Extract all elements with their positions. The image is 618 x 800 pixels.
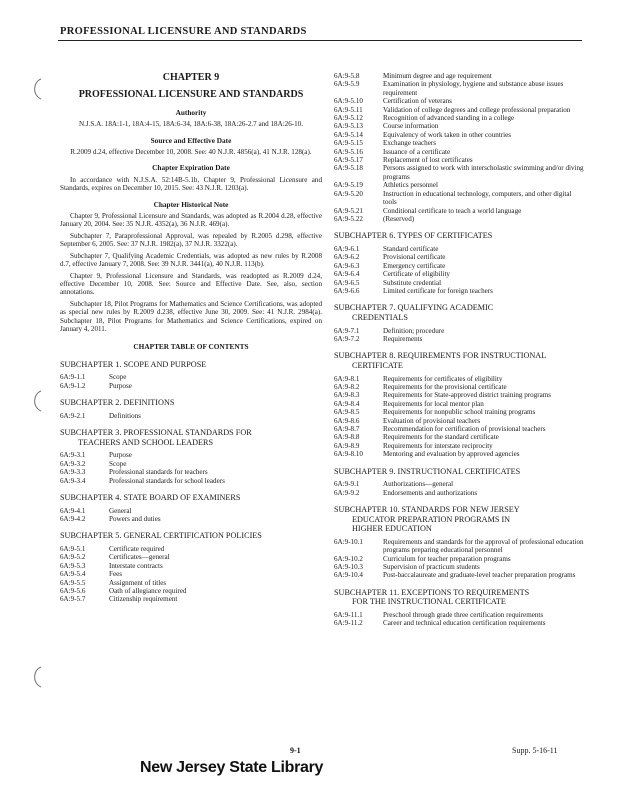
section-number: 6A:9-3.4 [60,476,86,485]
section-title: Provisional certificate [383,253,446,262]
toc-section-row [334,270,584,278]
subchapter-heading [334,351,584,370]
toc-section-row [334,335,584,343]
toc-section-row [334,611,584,619]
page-number: 9-1 [290,746,301,755]
section-number: 6A:9-8.8 [334,433,360,442]
toc-section-row [334,538,584,555]
section-number: 6A:9-5.4 [60,570,86,579]
history-paragraph: Subchapter 18, Pilot Programs for Mathematics and Science Certifications, was adopted as special new rules by R.2009 d.238, effective June 30, 2009. See: 41 N.J.R. 2984(a). Subchapter 18, Pilot Programs for Mathematics and Science Certifications, expired on January 4, 2011. [60,299,322,333]
toc-section-row [60,507,322,515]
section-title: Minimum degree and age requirement [383,72,492,80]
toc-section-row [334,131,584,139]
section-number: 6A:9-5.15 [334,139,363,148]
subchapter-heading-line: HIGHER EDUCATION [352,524,432,534]
section-number: 6A:9-8.5 [334,408,360,417]
section-title: Career and technical education certification requirements [383,619,546,628]
section-title: Scope [109,373,127,382]
section-number: 6A:9-5.16 [334,147,363,156]
toc-section-row [334,375,584,383]
section-title: Fees [109,570,123,579]
section-number: 6A:9-11.2 [334,619,363,628]
section-number: 6A:9-5.7 [60,595,86,604]
section-number: 6A:9-5.14 [334,130,363,139]
toc-section-row [60,595,322,603]
section-number: 6A:9-4.1 [60,506,86,515]
section-title: Replacement of lost certificates [383,156,473,165]
section-title: Purpose [109,451,132,460]
supplement-date: Supp. 5-16-11 [512,746,558,755]
toc-section-row [334,207,584,215]
source-text: R.2009 d.24, effective December 10, 2008. See: 40 N.J.R. 4856(a), 41 N.J.R. 128(a). [70,148,312,157]
section-title: Recognition of advanced standing in a college [383,114,515,123]
section-title: Supervision of practicum students [383,563,480,571]
section-number: 6A:9-5.22 [334,214,363,223]
toc-section-row [60,382,322,390]
section-title: Certificate required [109,544,165,553]
right-column [334,72,584,628]
subchapter-heading-line: SUBCHAPTER 8. REQUIREMENTS FOR INSTRUCTIONAL [334,351,547,361]
toc-section-row [60,460,322,468]
expiration-text: In accordance with N.J.S.A. 52:14B-5.1b, Chapter 9, Professional Licensure and Standards, expires on December 10, 2015. See: 43 N.J.R. 1203(a). [60,175,322,193]
toc-section-row [60,570,322,578]
section-number: 6A:9-5.11 [334,105,363,114]
section-title: Certification of veterans [383,97,452,106]
toc-heading: CHAPTER TABLE OF CONTENTS [133,342,249,352]
section-number: 6A:9-5.20 [334,189,363,198]
section-number: 6A:9-8.6 [334,416,360,425]
running-header: PROFESSIONAL LICENSURE AND STANDARDS [60,26,307,37]
section-number: 6A:9-7.2 [334,334,360,343]
section-number: 6A:9-4.2 [60,514,86,523]
authority-heading: Authority [175,107,207,117]
section-number: 6A:9-5.9 [334,80,360,89]
section-title: Post-baccalaureate and graduate-level teacher preparation programs [383,571,576,580]
authority-text: N.J.S.A. 18A:1-1, 18A:4-15, 18A:6-34, 18A:6-38, 18A:26-2.7 and 18A:26-10. [78,120,304,129]
toc-section-row [334,122,584,130]
toc-section-row [60,545,322,553]
toc-section-row [334,164,584,181]
section-title: Instruction in educational technology, computers, and other digital tools [383,189,572,207]
toc-section-row [334,555,584,563]
section-title: Examination in physiology, hygiene and substance abuse issues requirement [383,80,564,97]
subchapter-heading [60,360,322,370]
section-number: 6A:9-8.10 [334,450,363,459]
section-number: 6A:9-5.12 [334,114,363,123]
toc-section-row [334,253,584,261]
section-number: 6A:9-3.2 [60,459,86,468]
chapter-number: CHAPTER 9 [162,72,220,83]
section-title: Endorsements and authorizations [383,488,478,497]
section-title: Evaluation of provisional teachers [383,416,481,425]
section-title: Substitute credential [383,278,442,287]
section-number: 6A:9-8.4 [334,399,360,408]
left-column [60,72,322,604]
section-number: 6A:9-10.1 [334,537,363,546]
section-number: 6A:9-9.2 [334,488,360,497]
section-number: 6A:9-5.18 [334,164,363,173]
toc-section-row [334,148,584,156]
section-number: 6A:9-6.4 [334,270,360,279]
subchapter-heading-line: FOR THE INSTRUCTIONAL CERTIFICATE [352,597,506,607]
section-number: 6A:9-7.1 [334,326,360,335]
history-paragraph: Subchapter 7, Paraprofessional Approval, was repealed by R.2005 d.298, effective September 6, 2005. See: 37 N.J.R. 1982(a), 37 N.J.R. 3322(a). [60,231,322,249]
section-title: Certificates—general [109,553,170,562]
subchapter-heading-line: SUBCHAPTER 11. EXCEPTIONS TO REQUIREMENTS [334,587,530,597]
subchapter-heading [334,303,584,322]
toc-section-row [60,579,322,587]
section-title: Limited certificate for foreign teachers [383,286,493,295]
section-title: Oath of allegiance required [109,587,187,595]
toc-section-row [334,480,584,488]
section-number: 6A:9-11.1 [334,611,363,619]
toc-section-row [334,400,584,408]
section-title: Validation of college degrees and college professional preparation [383,105,571,114]
section-number: 6A:9-8.2 [334,382,360,391]
section-number: 6A:9-5.10 [334,97,363,106]
toc-section-row [334,215,584,223]
toc-section-row [334,262,584,270]
punch-hole-mark [30,390,44,412]
section-number: 6A:9-5.19 [334,181,363,190]
section-title: Recommendation for certification of provisional teachers [383,424,546,433]
toc-section-row [334,190,584,207]
section-title: General [109,506,132,515]
toc-section-row [334,450,584,458]
section-number: 6A:9-8.7 [334,424,360,433]
toc-section-row [334,489,584,497]
subchapter-heading-line: SUBCHAPTER 7. QUALIFYING ACADEMIC [334,303,494,313]
toc-section-row [334,391,584,399]
toc-section-row [334,72,584,80]
section-title: Requirements for interstate reciprocity [383,441,493,450]
section-number: 6A:9-8.1 [334,374,360,383]
subchapter-heading [334,231,584,241]
subchapter-heading [334,588,584,607]
subchapter-heading [60,531,322,541]
section-title: Emergency certificate [383,261,446,270]
section-title: Definition; procedure [383,326,445,335]
section-title: Standard certificate [383,244,439,253]
section-title: Issuance of a certificate [383,147,451,156]
section-title: Requirements for nonpublic school training programs [383,408,536,417]
toc-section-row [334,425,584,433]
toc-section-row [60,412,322,420]
section-number: 6A:9-5.1 [60,544,86,553]
section-title: Equivalency of work taken in other countries [383,130,512,139]
section-title: Course information [383,122,439,131]
section-title: Professional standards for school leaders [109,476,225,485]
subchapter-heading [60,493,322,503]
toc-section-row [60,553,322,561]
left-toc [60,360,322,604]
toc-section-row [334,383,584,391]
toc-section-row [334,619,584,627]
section-title: Exchange teachers [383,139,436,148]
subchapter-heading-line: SUBCHAPTER 1. SCOPE AND PURPOSE [60,359,207,369]
subchapter-heading-line: CERTIFICATE [352,360,403,370]
section-number: 6A:9-6.5 [334,278,360,287]
section-title: Preschool through grade three certification requirements [383,611,544,619]
section-number: 6A:9-6.2 [334,253,360,262]
source-heading: Source and Effective Date [150,135,232,145]
section-title: Definitions [109,411,141,420]
toc-section-row [334,408,584,416]
toc-section-row [334,97,584,105]
history-paragraph: Chapter 9, Professional Licensure and Standards, was readopted as R.2009 d.24, effective December 10, 2008. See: Source and Effective Date. See, also, section annotations. [60,271,322,297]
section-number: 6A:9-9.1 [334,480,360,489]
section-number: 6A:9-5.17 [334,156,363,165]
subchapter-heading-line: CREDENTIALS [352,312,408,322]
toc-section-row [334,571,584,579]
section-title: Curriculum for teacher preparation programs [383,554,511,563]
section-title: Authorizations—general [383,480,454,489]
toc-section-row [60,468,322,476]
section-number: 6A:9-5.13 [334,122,363,131]
punch-hole-mark [30,78,44,100]
toc-section-row [334,106,584,114]
subchapter-heading-line: EDUCATOR PREPARATION PROGRAMS IN [352,514,511,524]
section-title: Purpose [109,381,132,390]
section-number: 6A:9-5.3 [60,561,86,570]
history-paragraph: Chapter 9, Professional Licensure and Standards, was adopted as R.2004 d.28, effective January 20, 2004. See: 35 N.J.R. 4352(a), 36 N.J.R. 469(a). [60,212,322,229]
subchapter-heading-line: SUBCHAPTER 9. INSTRUCTIONAL CERTIFICATES [334,466,521,476]
toc-section-row [334,287,584,295]
section-title: Persons assigned to work with interscholastic swimming and/or diving programs [383,164,584,181]
toc-section-row [60,587,322,595]
section-number: 6A:9-5.5 [60,578,86,587]
section-number: 6A:9-1.1 [60,373,86,382]
toc-continued-sections [334,72,584,223]
subchapter-heading-line: SUBCHAPTER 4. STATE BOARD OF EXAMINERS [60,492,241,502]
section-number: 6A:9-3.1 [60,451,86,460]
toc-section-row [60,373,322,381]
section-title: Athletics personnel [383,181,438,190]
toc-section-row [334,156,584,164]
section-number: 6A:9-5.21 [334,206,363,215]
subchapter-heading-line: SUBCHAPTER 5. GENERAL CERTIFICATION POLICIES [60,531,262,541]
toc-section-row [334,279,584,287]
toc-section-row [334,181,584,189]
right-toc [334,231,584,628]
section-title: Powers and duties [109,514,161,523]
toc-section-row [60,451,322,459]
section-title: Requirements for State-approved district training programs [383,391,552,400]
expiration-heading: Chapter Expiration Date [152,163,230,173]
toc-section-row [334,433,584,441]
section-number: 6A:9-10.3 [334,563,363,571]
section-number: 6A:9-8.9 [334,441,360,450]
section-number: 6A:9-8.3 [334,391,360,400]
section-number: 6A:9-6.3 [334,261,360,270]
toc-section-row [334,245,584,253]
section-number: 6A:9-5.8 [334,72,360,80]
toc-section-row [60,515,322,523]
toc-section-row [334,327,584,335]
toc-section-row [334,563,584,571]
section-title: Certificate of eligibility [383,270,450,279]
history-heading: Chapter Historical Note [153,199,229,209]
section-number: 6A:9-3.3 [60,468,86,477]
section-title: Scope [109,459,127,468]
punch-hole-mark [30,666,44,688]
section-title: Requirements and standards for the approval of professional education programs preparing educational personnel [383,537,584,555]
toc-section-row [334,139,584,147]
subchapter-heading-line: SUBCHAPTER 10. STANDARDS FOR NEW JERSEY [334,505,520,514]
subchapter-heading-line: TEACHERS AND SCHOOL LEADERS [78,437,214,447]
toc-section-row [334,417,584,425]
subchapter-heading [334,467,584,477]
chapter-title: PROFESSIONAL LICENSURE AND STANDARDS [78,89,304,101]
subchapter-heading-line: SUBCHAPTER 2. DEFINITIONS [60,398,175,408]
subchapter-heading [60,398,322,408]
section-number: 6A:9-5.6 [60,587,86,595]
subchapter-heading-line: SUBCHAPTER 6. TYPES OF CERTIFICATES [334,231,493,241]
header-rule [58,40,582,41]
section-title: Mentoring and evaluation by approved agencies [383,450,520,459]
section-title: (Reserved) [383,214,415,223]
subchapter-heading [334,505,584,534]
section-title: Requirements for local mentor plan [383,399,484,408]
subchapter-heading-line: SUBCHAPTER 3. PROFESSIONAL STANDARDS FOR [60,428,252,438]
section-title: Requirements for the provisional certificate [383,382,507,391]
toc-section-row [60,477,322,485]
section-number: 6A:9-1.2 [60,381,86,390]
toc-section-row [334,442,584,450]
section-title: Interstate contracts [109,561,163,570]
section-number: 6A:9-6.1 [334,244,360,253]
toc-section-row [334,80,584,97]
history-paragraph: Subchapter 7, Qualifying Academic Credentials, was adopted as new rules by R.2008 d.7, effective January 7, 2008. See: 39 N.J.R. 3441(a), 40 N.J.R. 113(b). [60,251,322,269]
section-title: Requirements [383,334,423,343]
section-title: Conditional certificate to teach a world language [383,206,522,215]
section-number: 6A:9-2.1 [60,411,86,420]
section-number: 6A:9-10.4 [334,571,363,580]
toc-section-row [334,114,584,122]
section-number: 6A:9-10.2 [334,554,363,563]
section-number: 6A:9-6.6 [334,286,360,295]
toc-section-row [60,562,322,570]
section-title: Requirements for certificates of eligibility [383,374,503,383]
subchapter-heading [60,428,322,447]
section-title: Requirements for the standard certificate [383,433,499,442]
section-title: Assignment of titles [109,578,167,587]
section-title: Citizenship requirement [109,595,178,604]
section-title: Professional standards for teachers [109,468,208,477]
library-stamp: New Jersey State Library [140,759,324,776]
section-number: 6A:9-5.2 [60,553,86,562]
